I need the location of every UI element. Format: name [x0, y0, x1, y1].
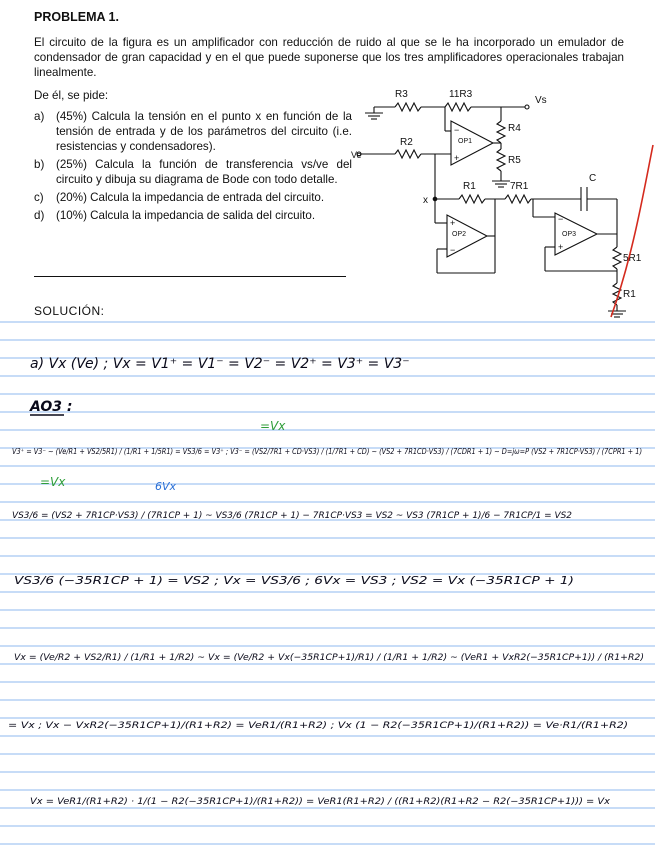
label-vs: Vs [535, 95, 547, 106]
solution-line-5: VS3/6 (−35R1CP + 1) = VS2 ; Vx = VS3/6 ; 6Vx = VS3 ; VS2 = Vx (−35R1CP + 1) [14, 575, 574, 587]
solution-line-4: VS3/6 = (VS2 + 7R1CP·VS3) / (7R1CP + 1) ~ VS3/6 (7R1CP + 1) − 7R1CP·VS3 = VS2 ~ VS3 (7R1CP + 1)/6 − 7R1CP/1 = VS2 [12, 511, 573, 521]
label-r1-bottom: R1 [623, 289, 636, 300]
resistor-7r1 [505, 195, 531, 203]
task-list [34, 109, 352, 223]
label-5r1: 5R1 [623, 253, 642, 264]
label-7r1: 7R1 [510, 181, 529, 192]
resistor-r4 [497, 121, 505, 143]
svg-text:+: + [558, 242, 564, 252]
green-note-vx-2: =Vx [40, 475, 66, 489]
circuit-diagram [351, 85, 655, 320]
label-r2: R2 [400, 137, 413, 148]
label-op1: OP1 [458, 138, 473, 145]
solution-line-6: Vx = (Ve/R2 + VS2/R1) / (1/R1 + 1/R2) ~ Vx = (Ve/R2 + Vx(−35R1CP+1)/R1) / (1/R1 + 1/R2) ~ (VeR1 + VxR2(−35R1CP+1)) / (R1+R2) [14, 653, 644, 663]
resistor-11r3 [445, 103, 471, 111]
task-item-b: b) (25%) Calcula la función de transferencia vs/ve del circuito y dibuja su diagrama de Bode con todo detalle. [34, 158, 352, 186]
label-c: C [589, 173, 597, 184]
task-item-d: d) (10%) Calcula la impedancia de salida del circuito. [34, 209, 316, 222]
svg-text:−: − [558, 214, 564, 224]
solution-line-7: = Vx ; Vx − VxR2(−35R1CP+1)/(R1+R2) = VeR1/(R1+R2) ; Vx (1 − R2(−35R1CP+1)/(R1+R2)) = Ve·R1/(R1+R2) [8, 720, 628, 731]
svg-text:−: − [454, 125, 460, 135]
label-op2: OP2 [452, 231, 467, 238]
solution-line-3: V3⁺ = V3⁻ ~ (Ve/R1 + VS2/5R1) / (1/R1 + 1/5R1) = VS3/6 = V3⁺ ; V3⁻ = (VS2/7R1 + CD·VS3) / (1/7R1 + CD) ~ (VS2 + 7R1CD·VS3) / (7CDR1 + 1) ~ D=jω=P (VS2 + 7R1CP·VS3) / (7CPR1 + 1) [12, 447, 643, 456]
svg-text:+: + [454, 153, 460, 163]
problem-intro: El circuito de la figura es un amplificador con reducción de ruido al que se le ha incorporado un emulador de condensador de gran capacidad y en el que puede suponerse que los tres amplificadores operacionales trabajan linealmente. [34, 36, 624, 79]
solution-title: SOLUCIÓN: [34, 304, 105, 318]
label-node-x: x [423, 195, 428, 206]
resistor-5r1 [613, 247, 621, 269]
resistor-r5 [497, 149, 505, 171]
label-r1: R1 [463, 181, 476, 192]
svg-text:+: + [450, 218, 456, 228]
green-note-vx-1: =Vx [260, 419, 286, 433]
solution-line-2: AO3 : [30, 399, 73, 415]
problem-ask: De él, se pide: [34, 89, 109, 102]
label-r5: R5 [508, 155, 521, 166]
resistor-r3 [395, 103, 421, 111]
solution-line-1: a) Vx (Ve) ; Vx = V1⁺ = V1⁻ = V2⁻ = V2⁺ = V3⁺ = V3⁻ [30, 356, 410, 372]
resistor-r1 [459, 195, 485, 203]
svg-text:−: − [450, 245, 456, 255]
label-11r3: 11R3 [449, 89, 473, 100]
label-ve: Ve [351, 150, 362, 160]
ground-r5 [492, 181, 510, 187]
label-r4: R4 [508, 123, 521, 134]
blue-note-6vx: 6Vx [155, 480, 177, 493]
ground-top [365, 107, 383, 119]
solution-line-8: Vx = VeR1/(R1+R2) · 1/(1 − R2(−35R1CP+1)/(R1+R2)) = VeR1(R1+R2) / ((R1+R2)(R1+R2 − R2(−35R1CP+1))) = Vx [30, 797, 612, 807]
problem-title: PROBLEMA 1. [34, 10, 119, 24]
task-item-a: a) (45%) Calcula la tensión en el punto x en función de la tensión de entrada y de los parámetros del circuito (i.e. resistencias y condensadores). [34, 110, 352, 153]
resistor-r2 [395, 150, 421, 158]
label-op3: OP3 [562, 231, 577, 238]
section-divider [34, 276, 346, 277]
notebook-solution [0, 320, 655, 848]
task-item-c: c) (20%) Calcula la impedancia de entrada del circuito. [34, 191, 325, 204]
label-r3: R3 [395, 89, 408, 100]
